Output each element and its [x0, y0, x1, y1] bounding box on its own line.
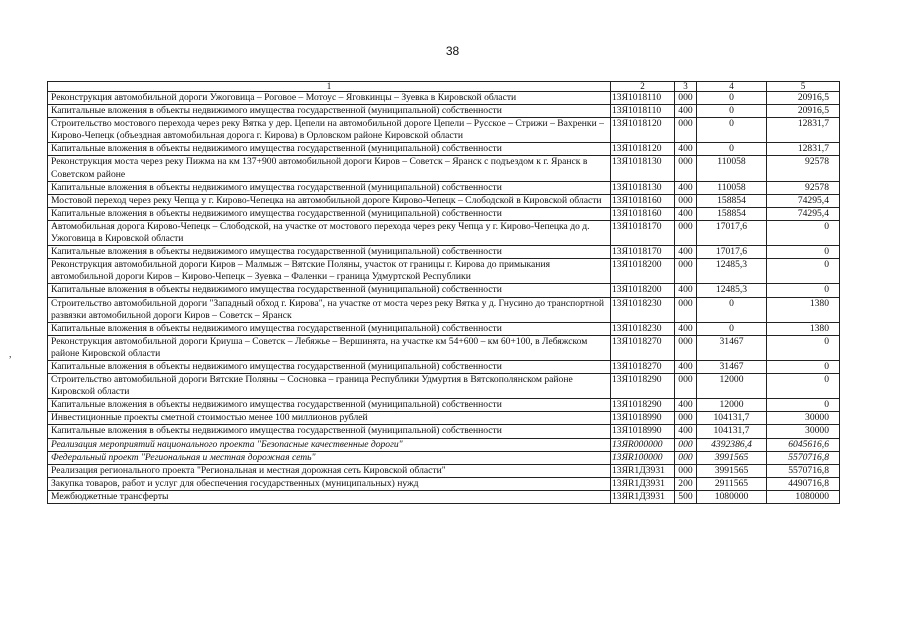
row-code-cell: 13ЯR000000	[611, 438, 675, 451]
row-amount-col5-cell: 30000	[767, 425, 840, 438]
row-code-cell: 13ЯR1Д3931	[611, 464, 675, 477]
page-number: 38	[445, 44, 460, 58]
row-expense-type-cell: 400	[675, 143, 697, 156]
row-amount-col5-cell: 0	[767, 360, 840, 373]
row-expense-type-cell: 400	[675, 246, 697, 259]
row-expense-type-cell: 400	[675, 425, 697, 438]
row-name-cell: Капитальные вложения в объекты недвижимого имущества государственной (муниципальной) собственности	[48, 284, 611, 297]
row-name-cell: Строительство автомобильной дороги Вятские Поляны – Сосновка – граница Республики Удмуртия в Вятскополянском районе Кировской области	[48, 374, 611, 399]
row-amount-col4-cell: 17017,6	[697, 220, 767, 245]
row-amount-col4-cell: 2911565	[697, 477, 767, 490]
row-code-cell: 13Я1018170	[611, 246, 675, 259]
table-row	[48, 220, 840, 245]
row-amount-col4-cell: 1080000	[697, 490, 767, 503]
row-amount-col5-cell: 0	[767, 335, 840, 360]
row-amount-col4-cell: 0	[697, 143, 767, 156]
row-expense-type-cell: 500	[675, 490, 697, 503]
row-amount-col4-cell: 12000	[697, 374, 767, 399]
row-amount-col4-cell: 31467	[697, 335, 767, 360]
table-row	[48, 105, 840, 118]
row-code-cell: 13Я1018290	[611, 399, 675, 412]
row-name-cell: Реализация регионального проекта "Региональная и местная дорожная сеть Кировской области"	[48, 464, 611, 477]
row-expense-type-cell: 000	[675, 374, 697, 399]
table-row	[48, 259, 840, 284]
row-expense-type-cell: 000	[675, 297, 697, 322]
row-name-cell: Капитальные вложения в объекты недвижимого имущества государственной (муниципальной) собственности	[48, 399, 611, 412]
row-amount-col5-cell: 1380	[767, 322, 840, 335]
row-amount-col5-cell: 5570716,8	[767, 451, 840, 464]
row-expense-type-cell: 000	[675, 438, 697, 451]
row-expense-type-cell: 400	[675, 181, 697, 194]
row-expense-type-cell: 400	[675, 322, 697, 335]
row-expense-type-cell: 400	[675, 207, 697, 220]
row-name-cell: Закупка товаров, работ и услуг для обеспечения государственных (муниципальных) нужд	[48, 477, 611, 490]
row-amount-col5-cell: 0	[767, 399, 840, 412]
row-expense-type-cell: 400	[675, 105, 697, 118]
row-amount-col5-cell: 4490716,8	[767, 477, 840, 490]
row-name-cell: Реализация мероприятий национального проекта "Безопасные качественные дороги"	[48, 438, 611, 451]
table-row	[48, 464, 840, 477]
row-expense-type-cell: 000	[675, 194, 697, 207]
row-expense-type-cell: 400	[675, 399, 697, 412]
row-amount-col4-cell: 17017,6	[697, 246, 767, 259]
row-amount-col4-cell: 104131,7	[697, 412, 767, 425]
table-row	[48, 297, 840, 322]
row-amount-col5-cell: 0	[767, 246, 840, 259]
row-code-cell: 13Я1018160	[611, 194, 675, 207]
row-code-cell: 13Я1018200	[611, 284, 675, 297]
column-header-5: 5	[767, 82, 840, 92]
row-amount-col4-cell: 110058	[697, 181, 767, 194]
row-name-cell: Автомобильная дорога Кирово-Чепецк – Слободской, на участке от мостового перехода через реку Чепца у г. Кирово-Чепецка до д. Ужоговица в Кировской области	[48, 220, 611, 245]
row-expense-type-cell: 000	[675, 464, 697, 477]
row-amount-col4-cell: 0	[697, 322, 767, 335]
column-header-4: 4	[697, 82, 767, 92]
table-row	[48, 490, 840, 503]
row-amount-col4-cell: 12000	[697, 399, 767, 412]
row-name-cell: Реконструкция автомобильной дороги Ужоговица – Роговое – Мотоус – Яговкинцы – Зуевка в Кировской области	[48, 92, 611, 105]
row-expense-type-cell: 000	[675, 412, 697, 425]
table-row	[48, 360, 840, 373]
row-amount-col4-cell: 104131,7	[697, 425, 767, 438]
row-amount-col5-cell: 74295,4	[767, 194, 840, 207]
budget-table	[47, 81, 840, 504]
row-code-cell: 13Я1018170	[611, 220, 675, 245]
column-header-1: 1	[48, 82, 611, 92]
row-amount-col5-cell: 5570716,8	[767, 464, 840, 477]
row-code-cell: 13Я1018270	[611, 360, 675, 373]
row-expense-type-cell: 400	[675, 360, 697, 373]
row-code-cell: 13Я1018120	[611, 143, 675, 156]
row-name-cell: Капитальные вложения в объекты недвижимого имущества государственной (муниципальной) собственности	[48, 105, 611, 118]
table-row	[48, 207, 840, 220]
row-code-cell: 13Я1018130	[611, 156, 675, 181]
row-code-cell: 13Я1018110	[611, 105, 675, 118]
row-name-cell: Капитальные вложения в объекты недвижимого имущества государственной (муниципальной) собственности	[48, 360, 611, 373]
row-amount-col5-cell: 0	[767, 220, 840, 245]
row-expense-type-cell: 000	[675, 259, 697, 284]
row-name-cell: Капитальные вложения в объекты недвижимого имущества государственной (муниципальной) собственности	[48, 322, 611, 335]
table-header-row	[48, 82, 840, 92]
table-row	[48, 181, 840, 194]
row-amount-col5-cell: 74295,4	[767, 207, 840, 220]
table-row	[48, 451, 840, 464]
row-code-cell: 13Я1018990	[611, 412, 675, 425]
table-row	[48, 438, 840, 451]
row-amount-col4-cell: 0	[697, 297, 767, 322]
row-amount-col5-cell: 1380	[767, 297, 840, 322]
row-name-cell: Реконструкция автомобильной дороги Киров – Малмыж – Вятские Поляны, участок от границы г. Кирова до примыкания автомобильной дороги Киров – Кирово-Чепецк – Зуевка – Фаленки – граница Удмуртской Республики	[48, 259, 611, 284]
row-amount-col5-cell: 0	[767, 284, 840, 297]
table-row	[48, 284, 840, 297]
row-code-cell: 13Я1018130	[611, 181, 675, 194]
table-row	[48, 92, 840, 105]
row-name-cell: Капитальные вложения в объекты недвижимого имущества государственной (муниципальной) собственности	[48, 246, 611, 259]
row-code-cell: 13ЯR1Д3931	[611, 490, 675, 503]
row-code-cell: 13Я1018230	[611, 297, 675, 322]
row-name-cell: Мостовой переход через реку Чепца у г. Кирово-Чепецка на автомобильной дороге Кирово-Чепецк – Слободской в Кировской области	[48, 194, 611, 207]
row-name-cell: Инвестиционные проекты сметной стоимостью менее 100 миллионов рублей	[48, 412, 611, 425]
row-expense-type-cell: 000	[675, 92, 697, 105]
row-code-cell: 13Я1018270	[611, 335, 675, 360]
row-amount-col5-cell: 0	[767, 374, 840, 399]
row-expense-type-cell: 200	[675, 477, 697, 490]
row-amount-col5-cell: 0	[767, 259, 840, 284]
row-amount-col4-cell: 0	[697, 105, 767, 118]
row-expense-type-cell: 000	[675, 220, 697, 245]
row-amount-col4-cell: 0	[697, 92, 767, 105]
row-code-cell: 13ЯR100000	[611, 451, 675, 464]
table-row	[48, 118, 840, 143]
row-amount-col5-cell: 6045616,6	[767, 438, 840, 451]
row-code-cell: 13Я1018990	[611, 425, 675, 438]
table-row	[48, 156, 840, 181]
row-amount-col4-cell: 3991565	[697, 464, 767, 477]
row-amount-col4-cell: 31467	[697, 360, 767, 373]
table-row	[48, 246, 840, 259]
margin-mark: ,	[9, 349, 12, 360]
table-row	[48, 143, 840, 156]
row-code-cell: 13Я1018110	[611, 92, 675, 105]
row-code-cell: 13ЯR1Д3931	[611, 477, 675, 490]
row-amount-col4-cell: 0	[697, 118, 767, 143]
row-amount-col4-cell: 158854	[697, 207, 767, 220]
row-amount-col4-cell: 12485,3	[697, 284, 767, 297]
row-amount-col4-cell: 4392386,4	[697, 438, 767, 451]
row-code-cell: 13Я1018200	[611, 259, 675, 284]
row-amount-col4-cell: 3991565	[697, 451, 767, 464]
row-expense-type-cell: 400	[675, 284, 697, 297]
table-row	[48, 477, 840, 490]
row-expense-type-cell: 000	[675, 156, 697, 181]
row-code-cell: 13Я1018230	[611, 322, 675, 335]
row-name-cell: Реконструкция автомобильной дороги Криуша – Советск – Лебяжье – Вершинята, на участке км 54+600 – км 60+100, в Лебяжском районе Кировской области	[48, 335, 611, 360]
row-expense-type-cell: 000	[675, 118, 697, 143]
row-code-cell: 13Я1018290	[611, 374, 675, 399]
table-row	[48, 374, 840, 399]
row-amount-col5-cell: 92578	[767, 156, 840, 181]
table-row	[48, 412, 840, 425]
table-row	[48, 425, 840, 438]
table-row	[48, 399, 840, 412]
row-name-cell: Межбюджетные трансферты	[48, 490, 611, 503]
table-row	[48, 335, 840, 360]
table-row	[48, 194, 840, 207]
column-header-2: 2	[611, 82, 675, 92]
row-amount-col5-cell: 1080000	[767, 490, 840, 503]
row-amount-col5-cell: 12831,7	[767, 118, 840, 143]
row-code-cell: 13Я1018120	[611, 118, 675, 143]
row-amount-col5-cell: 20916,5	[767, 105, 840, 118]
row-name-cell: Капитальные вложения в объекты недвижимого имущества государственной (муниципальной) собственности	[48, 425, 611, 438]
row-name-cell: Капитальные вложения в объекты недвижимого имущества государственной (муниципальной) собственности	[48, 181, 611, 194]
row-amount-col4-cell: 12485,3	[697, 259, 767, 284]
row-amount-col5-cell: 92578	[767, 181, 840, 194]
row-amount-col5-cell: 12831,7	[767, 143, 840, 156]
row-amount-col4-cell: 158854	[697, 194, 767, 207]
row-expense-type-cell: 000	[675, 335, 697, 360]
row-name-cell: Капитальные вложения в объекты недвижимого имущества государственной (муниципальной) собственности	[48, 143, 611, 156]
row-amount-col5-cell: 20916,5	[767, 92, 840, 105]
table-row	[48, 322, 840, 335]
row-expense-type-cell: 000	[675, 451, 697, 464]
row-code-cell: 13Я1018160	[611, 207, 675, 220]
row-name-cell: Строительство мостового перехода через реку Вятка у дер. Цепели на автомобильной дороге Цепели – Русское – Стрижи – Вахренки – Кирово-Чепецк (объездная автомобильная дорога г. Кирова) в Орловском районе Кировской области	[48, 118, 611, 143]
row-name-cell: Реконструкция моста через реку Пижма на км 137+900 автомобильной дороги Киров – Советск – Яранск с подъездом к г. Яранск в Советском районе	[48, 156, 611, 181]
row-name-cell: Строительство автомобильной дороги "Западный обход г. Кирова", на участке от моста через реку Вятка у д. Гнусино до транспортной развязки автомобильной дороги Киров – Советск – Яранск	[48, 297, 611, 322]
row-name-cell: Капитальные вложения в объекты недвижимого имущества государственной (муниципальной) собственности	[48, 207, 611, 220]
row-amount-col4-cell: 110058	[697, 156, 767, 181]
column-header-3: 3	[675, 82, 697, 92]
row-amount-col5-cell: 30000	[767, 412, 840, 425]
row-name-cell: Федеральный проект "Региональная и местная дорожная сеть"	[48, 451, 611, 464]
